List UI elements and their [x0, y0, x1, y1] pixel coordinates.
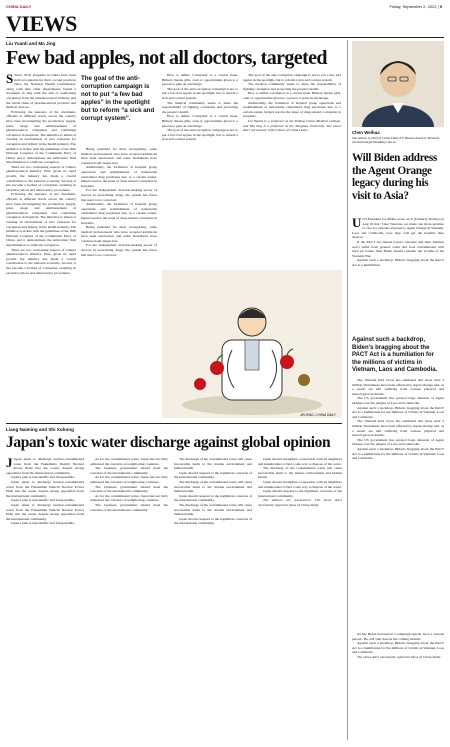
article1-col3: How to define 'corruption' is a crucial issue. Bribery means gifts, cash or opportunities given to a person to gain an advantage. The goal of the anti-corruption campaign is not to put a few bad apples in the spotlight, but to reform a sick and corrupt system. The medical community needs to share the responsibility of fighting corruption and protecting the people's health. How to define 'corruption' is a crucial issue. Bribery means gifts, cash or opportunities given to a person to gain an advantage. The goal of the anti-corruption campaign is not to put a few bad apples in the spotlight, but to reform a sick and corrupt system.: [162, 73, 238, 142]
sidebar-headline: Will Biden address the Agent Orange legacy during his visit to Asia?: [352, 152, 437, 202]
sidebar-body2: The Vietnam Red Cross has estimated that more than 3 million Vietnamese have been affected by Agent Orange and, as a result, are still suffering from various physical and neurological problems. The US government has sprayed large amounts of Agent Orange over the jungles of Laos and Cambodia. Against such a backdrop, Biden's bragging about the PACT Act is a humiliation for the millions of victims in Vietnam, Laos and Cambodia. The Vietnam Red Cross has estimated that more than 3 million Vietnamese have been affected by Agent Orange and, as a result, are still suffering from various physical and neurological problems. The US government has sprayed large amounts of Agent Orange over the jungles of Laos and Cambodia. Against such a backdrop, Biden's bragging about the PACT Act is a humiliation for the millions of victims in Vietnam, Laos and Cambodia.: [352, 378, 444, 461]
article2-headline: Japan's toxic water discharge against global opinion: [6, 434, 331, 451]
author-portrait: [352, 41, 444, 127]
sidebar-body1: UUS President Joe Biden wrote on X (formerly Twitter) on Aug 10 that: 'Like Veterans, we made one more promise to care for veterans exposed to Agent Orange in Vietnam, Laos and Cambodia, now they will get the benefits they deserve.' If the PACT Act means today's veterans and their families won't suffer from ground, water and food contaminated with burn pit toxins, then Biden should consider the victims of the Vietnam War. Against such a backdrop, Biden's bragging about the PACT Act is a humiliation.: [352, 217, 444, 267]
image-credit: JIN DING / CHINA DAILY: [300, 413, 336, 417]
sidebar-divider: [347, 40, 348, 740]
doctor-illustration: [162, 270, 342, 418]
masthead-date: Friday, September 2, 2022 | 9: [389, 4, 442, 9]
sidebar-author: Chen Weihua: [352, 130, 380, 135]
article-divider: [6, 423, 342, 424]
sidebar-pullquote: Against such a backdrop, Biden's bragging about the PACT Act is a humiliation for the millions of victims in Vietnam, Laos and Cambodia.: [352, 337, 438, 374]
masthead-paper: CHINA DAILY: [6, 4, 32, 9]
article2-col4: Japan should strengthen cooperation with its neighbors and stakeholders to find a safe way to dispose of the water. The discharge of the contaminated water will cause irreversible harm to the marine environment and human health. Japan should strengthen cooperation with its neighbors and stakeholders to find a safe way to dispose of the water. Japan should respond to the legitimate concerns of the international community. The authors are researchers. The views don't necessarily represent those of China Daily.: [258, 457, 342, 507]
article2-byline: Liang Naiming and Shi Xuhong: [6, 427, 74, 432]
article1-col1: S Since 1910, hospitals in China have been held accountable for their corrupt practices since the National Health Commission, along with nine other departments, issued a document in July with the aim of eradicating corruption from the pharmaceutical industry and the whole chain of pharmaceutical products and medical devices. Following the issuance of the document, officials at different levels across the country have been investigating the production, supply, sales, usage and reimbursement of pharmaceutical companies and combating corruption in hospitals. The initiative is aimed at creating an environment of zero tolerance for corruption and bribery in the health industry. The initiative is in line with the guidelines of the 20th National Congress of the Communist Party of China, and it demonstrates the authorities' firm determination to eradicate corruption. There are two contrasting aspects of China's pharmaceutical industry. First, given its rapid growth, the industry has made a crucial contribution to the national economy. Second, it has become a hotbed of corruption, resulting in excessive prices and unnecessary procedures. Following the issuance of the document, officials at different levels across the country have been investigating the production, supply, sales, usage and reimbursement of pharmaceutical companies and combating corruption in hospitals. The initiative is aimed at creating an environment of zero tolerance for corruption and bribery in the health industry. The initiative is in line with the guidelines of the 20th National Congress of the Communist Party of China, and it demonstrates the authorities' firm determination to eradicate corruption. There are two contrasting aspects of China's pharmaceutical industry. First, given its rapid growth, the industry has made a crucial contribution to the national economy. Second, it has become a hotbed of corruption, resulting in excessive prices and unnecessary procedures.: [6, 73, 76, 275]
article2-col3: The discharge of the contaminated water will cause irreversible harm to the marine environment and human health. Japan should respond to the legitimate concerns of the international community. The discharge of the contaminated water will cause irreversible harm to the marine environment and human health. Japan should respond to the legitimate concerns of the international community. The discharge of the contaminated water will cause irreversible harm to the marine environment and human health. Japan should respond to the legitimate concerns of the international community.: [174, 457, 252, 526]
dropcap: S: [6, 73, 14, 86]
article2-col1: J Japan plans to discharge nuclear-contaminated water from the Fukushima Daiichi Nuclear Power Plant into the ocean, despite strong opposition from the international community. Japan's plan is unscientific and irresponsible. Japan plans to discharge nuclear-contaminated water from the Fukushima Daiichi Nuclear Power Plant into the ocean, despite strong opposition from the international community. Japan's plan is unscientific and irresponsible. Japan plans to discharge nuclear-contaminated water from the Fukushima Daiichi Nuclear Power Plant into the ocean, despite strong opposition from the international community. Japan's plan is unscientific and irresponsible.: [6, 457, 84, 526]
sidebar-body3: As Mr. Biden declared in a campaign speech, he is a 'serious person'. He will visit Asia in the coming months. Against such a backdrop, Biden's bragging about the PACT Act is a humiliation for the millions of victims in Vietnam, Laos and Cambodia. The views don't necessarily represent those of China Daily.: [352, 632, 444, 659]
article1-col4: The goal of the anti-corruption campaign is not to put a few bad apples in the spotlight, but to reform a sick and corrupt system. The medical community needs to share the responsibility of fighting corruption and protecting the people's health. How to define 'corruption' is a crucial issue. Bribery means gifts, cash or opportunities given to a person to gain an advantage. Additionally, the formation of hospital group operations and establishment of nationwide centralized drug purchases has, to a certain extent, helped resolve the issue of drug-related corruption in hospitals. Liu Yuanli is a professor at the Peking Union Medical College, and Ma Jing is a professor at the Tsinghua University. The views don't necessarily reflect those of China Daily.: [243, 73, 341, 133]
article1-byline: Liu Yuanli and Ma Jing: [6, 41, 56, 46]
article2-col2: As for the contaminated water, Japan has not fully addressed the concerns of neighboring countries. The Japanese government should heed the concerns of the international community. As for the contaminated water, Japan has not fully addressed the concerns of neighboring countries. The Japanese government should heed the concerns of the international community. As for the contaminated water, Japan has not fully addressed the concerns of neighboring countries. The Japanese government should heed the concerns of the international community.: [90, 457, 168, 512]
section-title: VIEWS: [6, 11, 77, 36]
sidebar-author-bio: The author is chief of China Daily EU Bureau based in Brussels. chenweihua@chinadaily.com.cn: [352, 136, 441, 145]
article1-illustration: [162, 270, 342, 418]
article1-col2: Being punished for their wrongdoing, some medical professionals who have accepted kickbacks have been sanctioned, and some institutions have conducted self-inspection. Additionally, the formation of hospital group operations and establishment of nationwide centralized drug purchases has, to a certain extent, helped resolve the issue of drug-related corruption in hospitals. For the 'independent' decision-making power of doctors in prescribing drugs, the system has flaws that need to be corrected. Additionally, the formation of hospital group operations and establishment of nationwide centralized drug purchases has, to a certain extent, helped resolve the issue of drug-related corruption in hospitals. Being punished for their wrongdoing, some medical professionals who have accepted kickbacks have been sanctioned, and some institutions have conducted self-inspection. For the 'independent' decision-making power of doctors in prescribing drugs, the system has flaws that need to be corrected.: [81, 147, 157, 257]
article1-pullquote: The goal of the anti-corruption campaign is not to put “a few bad apples” in the spotlight but to reform “a sick and corrupt system”.: [81, 75, 155, 122]
article1-headline: Few bad apples, not all doctors, targeted: [6, 47, 327, 69]
masthead-rule: [6, 37, 444, 38]
author-photo: [352, 41, 444, 127]
